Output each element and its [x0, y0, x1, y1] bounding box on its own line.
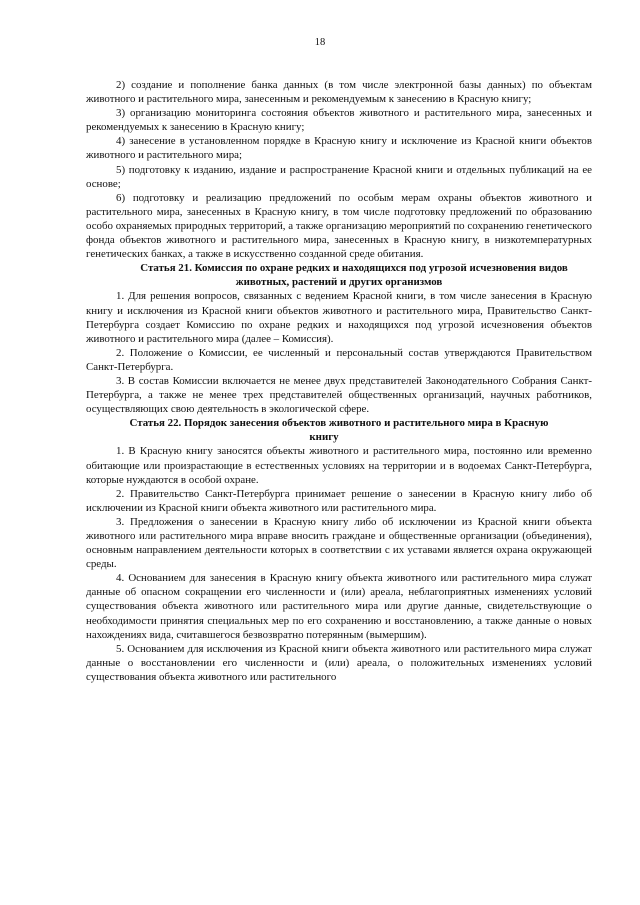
document-body [86, 78, 592, 684]
paragraph: 1. Для решения вопросов, связанных с ведением Красной книги, в том числе занесения в Красную книгу и исключения из Красной книги объектов животного и растительного мира, Правительство Санкт-Петербурга создает Комиссию по охране редких и находящихся под угрозой исчезновения объектов животного и растительного мира (далее – Комиссия). [86, 290, 592, 345]
list-item: 6) подготовку и реализацию предложений по особым мерам охраны объектов животного и растительного мира, занесенных в Красную книгу, в том числе подготовку предложений по образованию особо охраняемых природных территорий, а также организацию мероприятий по сохранению генетического фонда объектов животного и растительного мира, занесенных в Красную книгу, в низкотемпературных генетических банках, а также в искусственно созданной среде обитания. [86, 191, 592, 261]
page-number: 18 [314, 37, 326, 48]
list-item: 4) занесение в установленном порядке в Красную книгу и исключение из Красной книги объектов животного и растительного мира; [86, 135, 592, 162]
paragraph: 3. В состав Комиссии включается не менее двух представителей Законодательного Собрания Санкт-Петербурга, а также не менее трех представителей общественных организаций, научных работников, осуществляющих свою деятельность в экологической сфере. [86, 374, 592, 416]
paragraph: 3. Предложения о занесении в Красную книгу либо об исключении из Красной книги объекта животного или растительного мира вправе вносить граждане и общественные организации (объединения), основным направлением деятельности которых в соответствии с их уставами является охрана окружающей среды. [86, 515, 592, 571]
paragraph: 2. Положение о Комиссии, ее численный и персональный состав утверждаются Правительством Санкт-Петербурга. [86, 346, 592, 373]
list-item: 3) организацию мониторинга состояния объектов животного и растительного мира, занесенных и рекомендуемых к занесению в Красную книгу; [86, 107, 592, 134]
paragraph: 4. Основанием для занесения в Красную книгу объекта животного или растительного мира служат данные об опасном сокращении его численности и (или) ареала, неблагоприятных изменениях условий существования объекта животного или растительного мира или другие данные, свидетельствующие о необходимости принятия специальных мер по его сохранению и восстановлению, а также данные о новых нахождениях вида, считавшегося безвозвратно потерянным (вымершим). [86, 572, 592, 641]
list-item: 5) подготовку к изданию, издание и распространение Красной книги и отдельных публикаций на ее основе; [86, 163, 592, 190]
paragraph: 2. Правительство Санкт-Петербурга принимает решение о занесении в Красную книгу либо об исключении из Красной книги объекта животного или растительного мира. [86, 487, 592, 514]
article-22-title: Статья 22. Порядок занесения объектов животного и растительного мира в Красную книгу [129, 417, 549, 444]
list-item: 2) создание и пополнение банка данных (в том числе электронной базы данных) по объектам животного и растительного мира, занесенным и рекомендуемым к занесению в Красную книгу; [86, 79, 592, 106]
article-21-title: Статья 21. Комиссия по охране редких и находящихся под угрозой исчезновения видов животных, растений и других организмов [140, 262, 568, 289]
paragraph: 5. Основанием для исключения из Красной книги объекта животного или растительного мира служат данные о восстановлении его численности и (или) ареала, о положительных изменениях условий существования объекта животного или растительного [86, 642, 592, 683]
paragraph: 1. В Красную книгу заносятся объекты животного и растительного мира, постоянно или временно обитающие или произрастающие в естественных условиях на территории и в водоемах Санкт-Петербурга, которые нуждаются в особой охране. [86, 445, 592, 486]
